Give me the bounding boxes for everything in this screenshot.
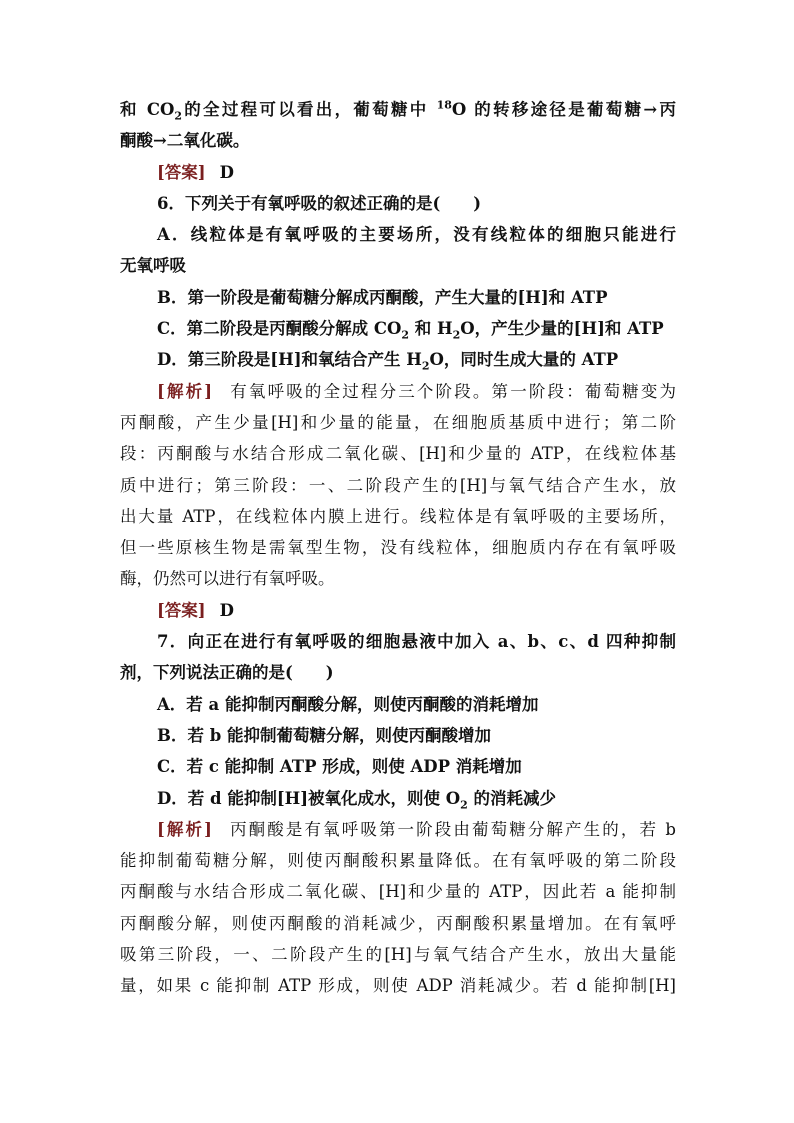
answer-label: [答案]	[157, 162, 206, 182]
q6-stem: 6．下列关于有氧呼吸的叙述正确的是( )	[157, 193, 482, 213]
q7-stem-line-1: 7．向正在进行有氧呼吸的细胞悬液中加入 a、b、c、d 四种抑制	[157, 632, 676, 652]
answer-value: D	[219, 162, 234, 182]
q5-answer	[120, 157, 676, 188]
q7-stem-line-2: 剂，下列说法正确的是( )	[120, 663, 334, 683]
q6-analysis-line: 但一些原核生物是需氧型生物，没有线粒体，细胞质内存在有氧呼吸	[120, 538, 676, 558]
q6-option-d: D．第三阶段是[H]和氧结合产生 $H_2O$，同时生成大量的 ATP	[157, 350, 619, 373]
q7-analysis-line-1: [解析] 丙酮酸是有氧呼吸第一阶段由葡萄糖分解产生的，若 b	[157, 819, 676, 839]
q7-analysis-line: 丙酮酸与水结合形成二氧化碳、[H]和少量的 ATP，因此若 a 能抑制	[120, 882, 676, 902]
continuation-line-2: 酮酸→二氧化碳。	[120, 131, 250, 151]
q7-analysis-line: 量，如果 c 能抑制 ATP 形成，则使 ADP 消耗减少。若 d 能抑制[H]	[120, 976, 676, 996]
q6-answer	[120, 595, 676, 626]
q6-analysis-line: 酶，仍然可以进行有氧呼吸。	[120, 569, 335, 589]
q6-analysis-line: 质中进行；第三阶段：一、二阶段产生的[H]与氧气结合产生水，放	[120, 475, 676, 495]
q6-analysis-line-1: [解析] 有氧呼吸的全过程分三个阶段。第一阶段：葡萄糖变为	[157, 381, 676, 401]
q7-option-d: D．若 d 能抑制[H]被氧化成水，则使 $O_2$ 的消耗减少	[157, 788, 557, 811]
q7-analysis-line: 吸第三阶段，一、二阶段产生的[H]与氧气结合产生水，放出大量能	[120, 945, 676, 965]
q7-option-b: B．若 b 能抑制葡萄糖分解，则使丙酮酸增加	[157, 725, 491, 745]
q6-analysis-line: 出大量 ATP，在线粒体内膜上进行。线粒体是有氧呼吸的主要场所，	[120, 506, 676, 526]
analysis-label: [解析]	[157, 381, 213, 401]
continuation-line-1: 和 $CO_2$的全过程可以看出，葡萄糖中 $^{18}$O 的转移途径是葡萄糖→丙	[120, 98, 676, 123]
q6-option-a-line-2: 无氧呼吸	[120, 256, 186, 276]
analysis-label: [解析]	[157, 819, 212, 839]
q7-analysis-line: 能抑制葡萄糖分解，则使丙酮酸积累量降低。在有氧呼吸的第二阶段	[120, 851, 676, 871]
answer-label: [答案]	[157, 600, 206, 620]
answer-value: D	[219, 600, 234, 620]
q6-option-c: C．第二阶段是丙酮酸分解成 $CO_2$ 和 $H_2O$，产生少量的[H]和 ATP	[157, 319, 664, 342]
q6-option-a-line-1: A．线粒体是有氧呼吸的主要场所，没有线粒体的细胞只能进行	[157, 225, 676, 245]
q7-option-a: A．若 a 能抑制丙酮酸分解，则使丙酮酸的消耗增加	[157, 694, 539, 714]
q6-option-b: B．第一阶段是葡萄糖分解成丙酮酸，产生大量的[H]和 ATP	[157, 287, 608, 307]
q6-analysis-line: 段：丙酮酸与水结合形成二氧化碳、[H]和少量的 ATP，在线粒体基	[120, 444, 676, 464]
q6-analysis-line: 丙酮酸，产生少量[H]和少量的能量，在细胞质基质中进行；第二阶	[120, 412, 676, 432]
q7-option-c: C．若 c 能抑制 ATP 形成，则使 ADP 消耗增加	[157, 757, 522, 777]
document-page	[120, 94, 676, 1002]
q7-analysis-line: 丙酮酸分解，则使丙酮酸的消耗减少，丙酮酸积累量增加。在有氧呼	[120, 913, 676, 933]
